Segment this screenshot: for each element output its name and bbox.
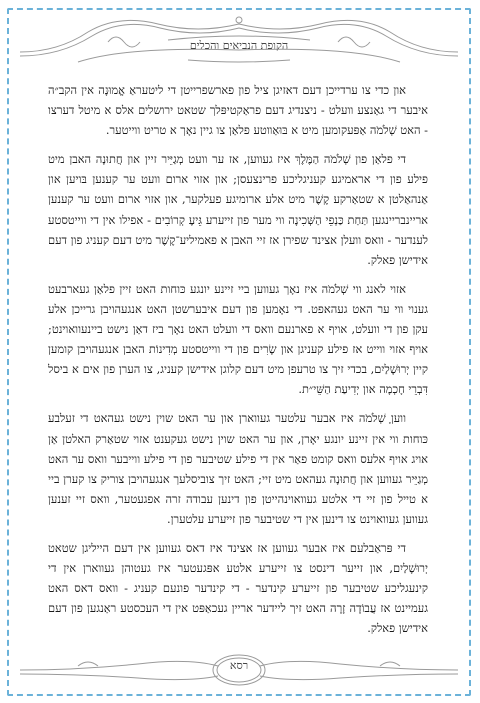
running-header-title: הקופת הנביאים והכלים xyxy=(189,39,289,52)
paragraph: אזוי לאנג ווי שְׁלֹמֹה איז נאָך געווען ביי זיינע יונגע כּוחות האט זיין פלאַן געארבעט גענוי ווי ער האט געהאפט. די נאָמען פון דעם איבערשטן האט אנגעהויבן גרייכן אלע עקן פון די וועלט, אויף א פארנעם וואס די וועלט האט נאָך ביז דאַן נישט ביינעוואוינט; אויף אזוי ווייט אז פילע קעניגן און שָׂרִים פון די ווייטסטע מְדִינוֹת האבן אנגעהויבן קומען קיין יְרוּשָׁלַיִם, בכדי זיך צו טרעפן מיט דעם קלוגן אידישן קעניג, צו הערן פון אים א ביסל דִּבְרֵי חָכְמָה און יְדִיעַת הַשֵּׁי״ת. xyxy=(48,281,428,397)
header-banner xyxy=(18,12,460,70)
page-number: רסא xyxy=(229,659,249,672)
footer-banner xyxy=(18,648,460,692)
paragraph: די פּראַבלעם איז אבער געווען אז אצינד איז דאס געווען אין דעם הייליגן שטאט יְרוּשָׁלַיִם, און זייער דינסט צו זייערע אלטע אפּגעטער איז געטוהן געווארן אין די קינעגליכע שטיבער פון זייערע קינדער - די קינדער פונעם קעניג - וואס דאס האט געמיינט אז עֲבוֹדָה זָרָה האט זיך ליידער אריין געכאַפּט אין די העכסטע ראַנגען פון דעם אידישן פאלק. xyxy=(48,540,428,636)
paragraph: וועןָ שְׁלֹמֹה איז אבער עלטער געווארן און ער האט שוין נישט געהאט די זעלבע כּוחות ווי אין זיינע יונגע יאָרן, און ער האט שוין נישט געקענט אזוי שטאַרק האלטן אַן אויג אויף אלעס וואס קומט פאַר אין די פילע שטיבער פון די פילע ווייבער וואס ער האט מְגַיֵּיר געווען און חֲתוּנָה געהאט מיט זיי; האט זיך צוביסלעך אנגעהויבן צוריק צו קערן ביי א טייל פון זיי די אלטע געוואוינהייטן פון דינען עבודה זרה אפגעטער, וואס זיי זענען געווען געוואוינט צו דינען אין די שטיבער פון זייערע עלטערן. xyxy=(48,411,428,526)
paragraph: די פלאַן פון שְׁלֹמֹה הַמֶּלֶךְ איז געווען, אז ער וועט מְגַיֵּיר זיין און חֲתוּנָה האבן מיט פילע פון די אראמיגע קעניגליכע פרינצעסן; און אזוי ארום וועט ער קענען בּויען און אַנהאַלטן א שטאַרקע קֶשֶׁר מיט אלע ארומיגע פעלקער, און אזוי ארום וועט ער קענען אריינבריינגען תַּחַת כַּנְפֵי הַשְּׁכִינָה ווי מער פון זייערע גֵּיעֶ קְרוֹבִים - אפילו אין די ווייטסטע לענדער - וואס וועלן אצינד שפירן אז זיי האבן א פאמיליע־קֶשֶׁר מיט דעם קעניג פון דעם אידישן פאלק. xyxy=(48,152,428,267)
body-text xyxy=(48,80,428,640)
paragraph: און כדי צו ערדייכן דעם דאזיגן ציל פון פארשפרייטן די ליטעראַ אֱמוּנָה אין הקב״ה איבער די גאַנצע וועלט - ניצנדיג דעם פראַקטיפּלך שטאט ירושלים אלס א מיטל דערצו - האט שְׁלֹמֹה אַפּעקומען מיט א בּוּאַװטע פלאַן צו גיין נאָך א טריט ווייטער. xyxy=(48,83,428,138)
